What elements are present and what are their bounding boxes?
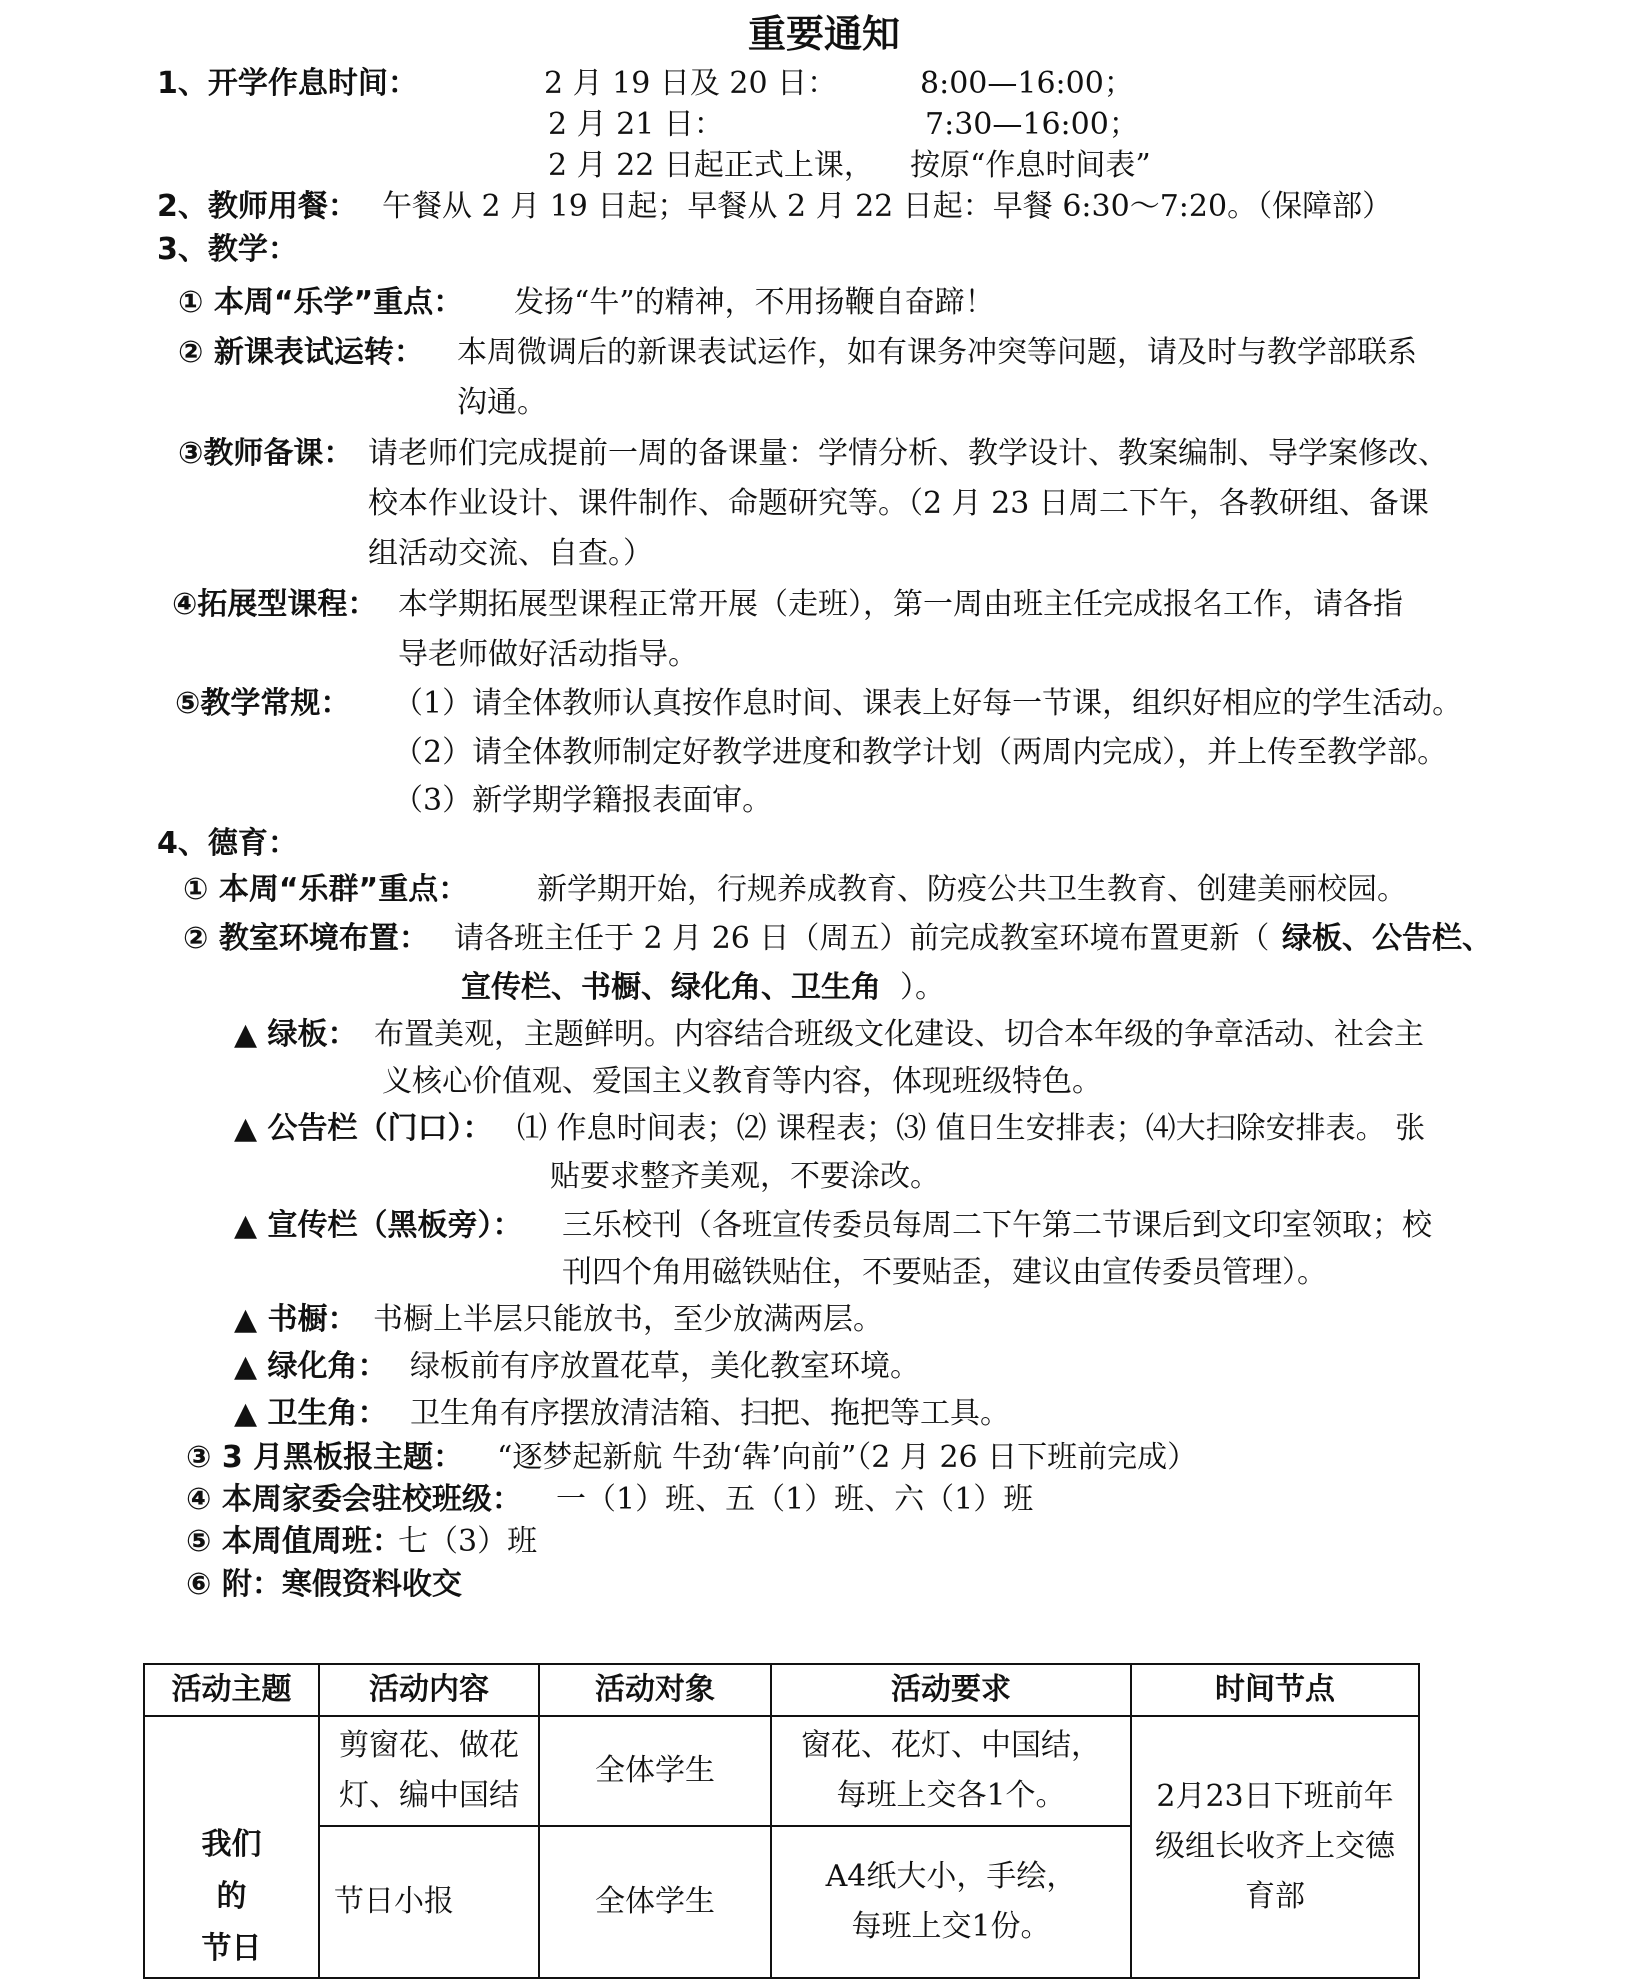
requirement-cell: [771, 1716, 1131, 1826]
item-text: 沟通。: [457, 385, 547, 420]
item-text: 一（1）班、五（1）班、六（1）班: [556, 1482, 1034, 1517]
content-cell: [319, 1716, 539, 1826]
requirement-cell: [771, 1826, 1131, 1978]
bullet-label: ▲ 绿化角：: [234, 1349, 388, 1384]
section-2-text: 午餐从 2 月 19 日起；早餐从 2 月 22 日起：早餐 6:30～7:20。（保障部）: [382, 189, 1393, 224]
item-text: 请各班主任于 2 月 26 日（周五）前完成教室环境布置更新（: [454, 921, 1270, 956]
bullet-text: 三乐校刊（各班宣传委员每周二下午第二节课后到文印室领取；校: [562, 1208, 1432, 1243]
item-label: ⑤ 本周值周班：: [186, 1524, 402, 1559]
item-text: 导老师做好活动指导。: [398, 637, 698, 672]
bullet-text: 布置美观，主题鲜明。内容结合班级文化建设、切合本年级的争章活动、社会主: [374, 1017, 1424, 1052]
theme-text: 我们: [201, 1827, 262, 1862]
schedule-date: 2 月 21 日：: [548, 107, 724, 142]
theme-text: 节日: [201, 1931, 262, 1966]
content-cell: [319, 1826, 539, 1978]
item-text: 本周微调后的新课表试运作，如有课务冲突等问题，请及时与教学部联系: [457, 335, 1417, 370]
cell-text: A4纸大小，手绘，: [825, 1859, 1077, 1894]
item-text: （2）请全体教师制定好教学进度和教学计划（两周内完成），并上传至教学部。: [393, 735, 1448, 770]
cell-text: 每班上交1份。: [851, 1909, 1051, 1944]
target-cell: 全体学生: [539, 1716, 771, 1826]
table-header: 活动主题: [144, 1664, 319, 1716]
theme-text: 的: [216, 1879, 247, 1914]
item-label: ⑤教学常规：: [175, 686, 351, 721]
item-text-bold: 绿板、公告栏、: [1282, 921, 1492, 956]
item-text-bold: 宣传栏、书橱、绿化角、卫生角: [461, 970, 881, 1005]
deadline-cell: [1131, 1716, 1419, 1978]
bullet-label: ▲ 卫生角：: [234, 1396, 388, 1431]
table-header-row: [144, 1664, 1419, 1716]
item-label: ③ 3 月黑板报主题：: [186, 1440, 464, 1475]
table-header: 时间节点: [1131, 1664, 1419, 1716]
section-4-label: 4、德育：: [157, 826, 298, 861]
cell-text: 灯、编中国结: [339, 1778, 519, 1813]
bullet-label: ▲ 公告栏（门口）：: [234, 1111, 493, 1146]
item-text: 新学期开始，行规养成教育、防疫公共卫生教育、创建美丽校园。: [537, 872, 1407, 907]
item-label: ① 本周“乐学”重点：: [178, 285, 464, 320]
item-label: ② 新课表试运转：: [178, 335, 424, 370]
bullet-text: 绿板前有序放置花草，美化教室环境。: [410, 1349, 920, 1384]
item-label: ② 教室环境布置：: [183, 921, 429, 956]
section-2-label: 2、教师用餐：: [157, 189, 358, 224]
cell-text: 2月23日下班前年: [1156, 1779, 1394, 1814]
item-text: 七（3）班: [398, 1524, 538, 1559]
item-text: （3）新学期学籍报表面审。: [393, 783, 773, 818]
theme-cell: [144, 1716, 319, 1978]
schedule-date: 2 月 22 日起正式上课，: [548, 148, 874, 183]
holiday-materials-table: [143, 1663, 1420, 1979]
bullet-label: ▲ 绿板：: [234, 1017, 358, 1052]
item-text: 本学期拓展型课程正常开展（走班），第一周由班主任完成报名工作，请各指: [398, 587, 1403, 622]
schedule-time: 8:00—16:00；: [920, 66, 1134, 101]
cell-text: 每班上交各1个。: [836, 1778, 1066, 1813]
table-header: 活动内容: [319, 1664, 539, 1716]
item-text: 校本作业设计、课件制作、命题研究等。（2 月 23 日周二下午，各教研组、备课: [368, 486, 1429, 521]
cell-text: 剪窗花、做花: [339, 1728, 519, 1763]
item-label: ③教师备课：: [178, 436, 354, 471]
schedule-date: 2 月 19 日及 20 日：: [544, 66, 838, 101]
cell-text: 育部: [1245, 1879, 1305, 1914]
cell-text: 窗花、花灯、中国结，: [801, 1728, 1101, 1763]
section-1-label: 1、开学作息时间：: [157, 66, 418, 101]
table-header: 活动要求: [771, 1664, 1131, 1716]
item-label: ⑥ 附：寒假资料收交: [186, 1567, 462, 1602]
cell-text: 节日小报: [334, 1884, 454, 1919]
schedule-time: 按原“作息时间表”: [910, 148, 1151, 183]
schedule-time: 7:30—16:00；: [925, 107, 1139, 142]
bullet-text: ⑴ 作息时间表；⑵ 课程表；⑶ 值日生安排表；⑷大扫除安排表。 张: [517, 1111, 1426, 1146]
bullet-label: ▲ 宣传栏（黑板旁）：: [234, 1208, 523, 1243]
item-label: ④ 本周家委会驻校班级：: [186, 1482, 522, 1517]
bullet-text: 刊四个角用磁铁贴住，不要贴歪，建议由宣传委员管理）。: [562, 1255, 1327, 1290]
bullet-label: ▲ 书橱：: [234, 1302, 358, 1337]
section-3-label: 3、教学：: [157, 232, 298, 267]
item-label: ① 本周“乐群”重点：: [183, 872, 469, 907]
item-text: 组活动交流、自查。）: [368, 536, 653, 571]
item-text: 发扬“牛”的精神，不用扬鞭自奋蹄！: [514, 285, 995, 320]
table-row: [144, 1716, 1419, 1826]
bullet-text: 书橱上半层只能放书，至少放满两层。: [373, 1302, 883, 1337]
bullet-text: 义核心价值观、爱国主义教育等内容，体现班级特色。: [382, 1064, 1102, 1099]
item-text: 请老师们完成提前一周的备课量：学情分析、教学设计、教案编制、导学案修改、: [368, 436, 1448, 471]
item-text: “逐梦起新航 牛劲‘犇’向前”（2 月 26 日下班前完成）: [497, 1440, 1198, 1475]
page-title: 重要通知: [748, 12, 901, 56]
bullet-text: 卫生角有序摆放清洁箱、扫把、拖把等工具。: [410, 1396, 1010, 1431]
cell-text: 级组长收齐上交德: [1155, 1829, 1395, 1864]
item-label: ④拓展型课程：: [172, 587, 378, 622]
target-cell: 全体学生: [539, 1826, 771, 1978]
table-header: 活动对象: [539, 1664, 771, 1716]
bullet-text: 贴要求整齐美观，不要涂改。: [550, 1159, 940, 1194]
item-text: ）。: [900, 970, 945, 1005]
item-text: （1）请全体教师认真按作息时间、课表上好每一节课，组织好相应的学生活动。: [393, 686, 1463, 721]
